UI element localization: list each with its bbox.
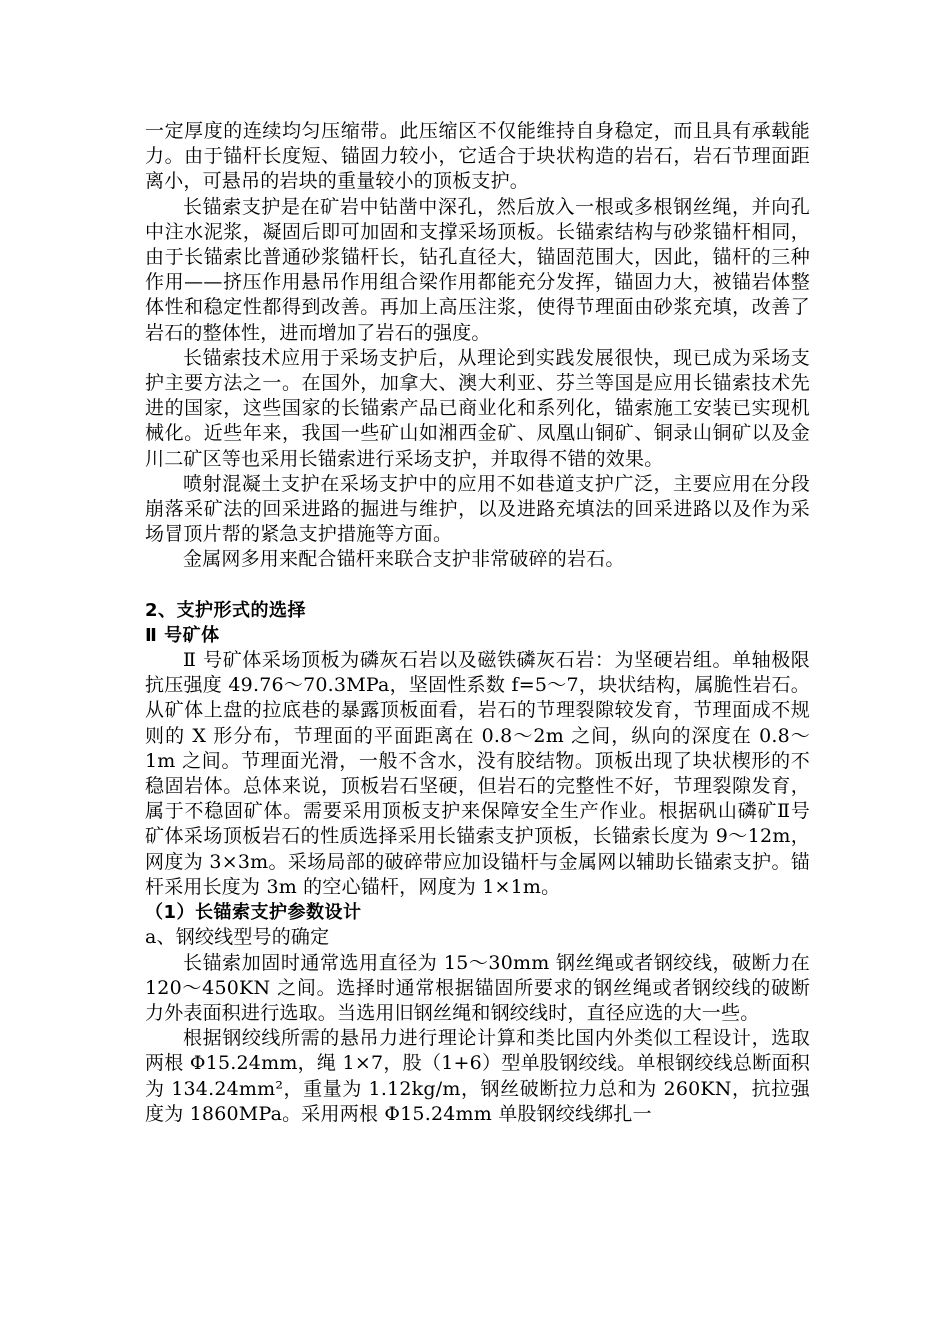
paragraph-steel-strand-2: 根据钢绞线所需的悬吊力进行理论计算和类比国内外类似工程设计，选取两根 Φ15.24mm，绳 1×7，股（1+6）型单股钢绞线。单根钢绞线总断面积为 134.24mm²，重量为 1.12kg/m，钢丝破断拉力总和为 260KN，抗拉强度为 1860MPa。采用两根 Φ15.24mm 单股钢绞线绑扎一 <box>145 1027 810 1125</box>
blank-line <box>145 573 810 598</box>
param-design-heading: （1）长锚索支护参数设计 <box>145 902 362 924</box>
paragraph-anchor-technology: 长锚索技术应用于采场支护后，从理论到实践发展很快，现已成为采场支护主要方法之一。在国外，加拿大、澳大利亚、芬兰等国是应用长锚索技术先进的国家，这些国家的长锚索产品已商业化和系列化，锚索施工安装已实现机械化。近些年来，我国一些矿山如湘西金矿、凤凰山铜矿、铜录山铜矿以及金川二矿区等也采用长锚索进行采场支护，并取得不错的效果。 <box>145 346 810 470</box>
ore-body-heading: Ⅱ 号矿体 <box>145 624 220 646</box>
paragraph-ore-body: Ⅱ 号矿体采场顶板为磷灰石岩以及磁铁磷灰石岩：为坚硬岩组。单轴极限抗压强度 49.76～70.3MPa，坚固性系数 f=5～7，块状结构，属脆性岩石。从矿体上盘的拉底巷的暴露顶板面看，岩石的节理裂隙较发育，节理面成不规则的 X 形分布，节理面的平面距离在 0.8～2m 之间，纵向的深度在 0.8～1m 之间。节理面光滑，一般不含水，没有胶结物。顶板出现了块状楔形的不稳固岩体。总体来说，顶板岩石坚硬，但岩石的完整性不好，节理裂隙发育，属于不稳固矿体。需要采用顶板支护来保障安全生产作业。根据矾山磷矿Ⅱ号矿体采场顶板岩石的性质选择采用长锚索支护顶板，长锚索长度为 9～12m，网度为 3×3m。采场局部的破碎带应加设锚杆与金属网以辅助长锚索支护。锚杆采用长度为 3m 的空心锚杆，网度为 1×1m。 <box>145 649 810 898</box>
steel-strand-heading: a、钢绞线型号的确定 <box>145 926 330 949</box>
paragraph-compression-zone: 一定厚度的连续均匀压缩带。此压缩区不仅能维持自身稳定，而且具有承载能力。由于锚杆长度短、锚固力较小，它适合于块状构造的岩石，岩石节理面距离小，可悬吊的岩块的重量较小的顶板支护。 <box>145 120 810 193</box>
paragraph-long-anchor-cable: 长锚索支护是在矿岩中钻凿中深孔，然后放入一根或多根钢丝绳，并向孔中注水泥浆，凝固后即可加固和支撑采场顶板。长锚索结构与砂浆锚杆相同，由于长锚索比普通砂浆锚杆长，钻孔直径大，锚固范围大，因此，锚杆的三种作用——挤压作用悬吊作用组合梁作用都能充分发挥，锚固力大，被锚岩体整体性和稳定性都得到改善。再加上高压注浆，使得节理面由砂浆充填，改善了岩石的整体性，进而增加了岩石的强度。 <box>145 195 810 344</box>
paragraph-steel-strand-1: 长锚索加固时通常选用直径为 15～30mm 钢丝绳或者钢绞线，破断力在 120～450KN 之间。选择时通常根据锚固所要求的钢丝绳或者钢绞线的破断力外表面积进行选取。当选用旧钢丝绳和钢绞线时，直径应选的大一些。 <box>145 951 810 1024</box>
paragraph-shotcrete: 喷射混凝土支护在采场支护中的应用不如巷道支护广泛，主要应用在分段崩落采矿法的回采进路的掘进与维护，以及进路充填法的回采进路以及作为采场冒顶片帮的紧急支护措施等方面。 <box>145 472 810 546</box>
paragraph-metal-mesh: 金属网多用来配合锚杆来联合支护非常破碎的岩石。 <box>183 548 625 571</box>
document-body <box>145 119 810 1127</box>
section-heading: 2、支护形式的选择 <box>145 599 307 621</box>
